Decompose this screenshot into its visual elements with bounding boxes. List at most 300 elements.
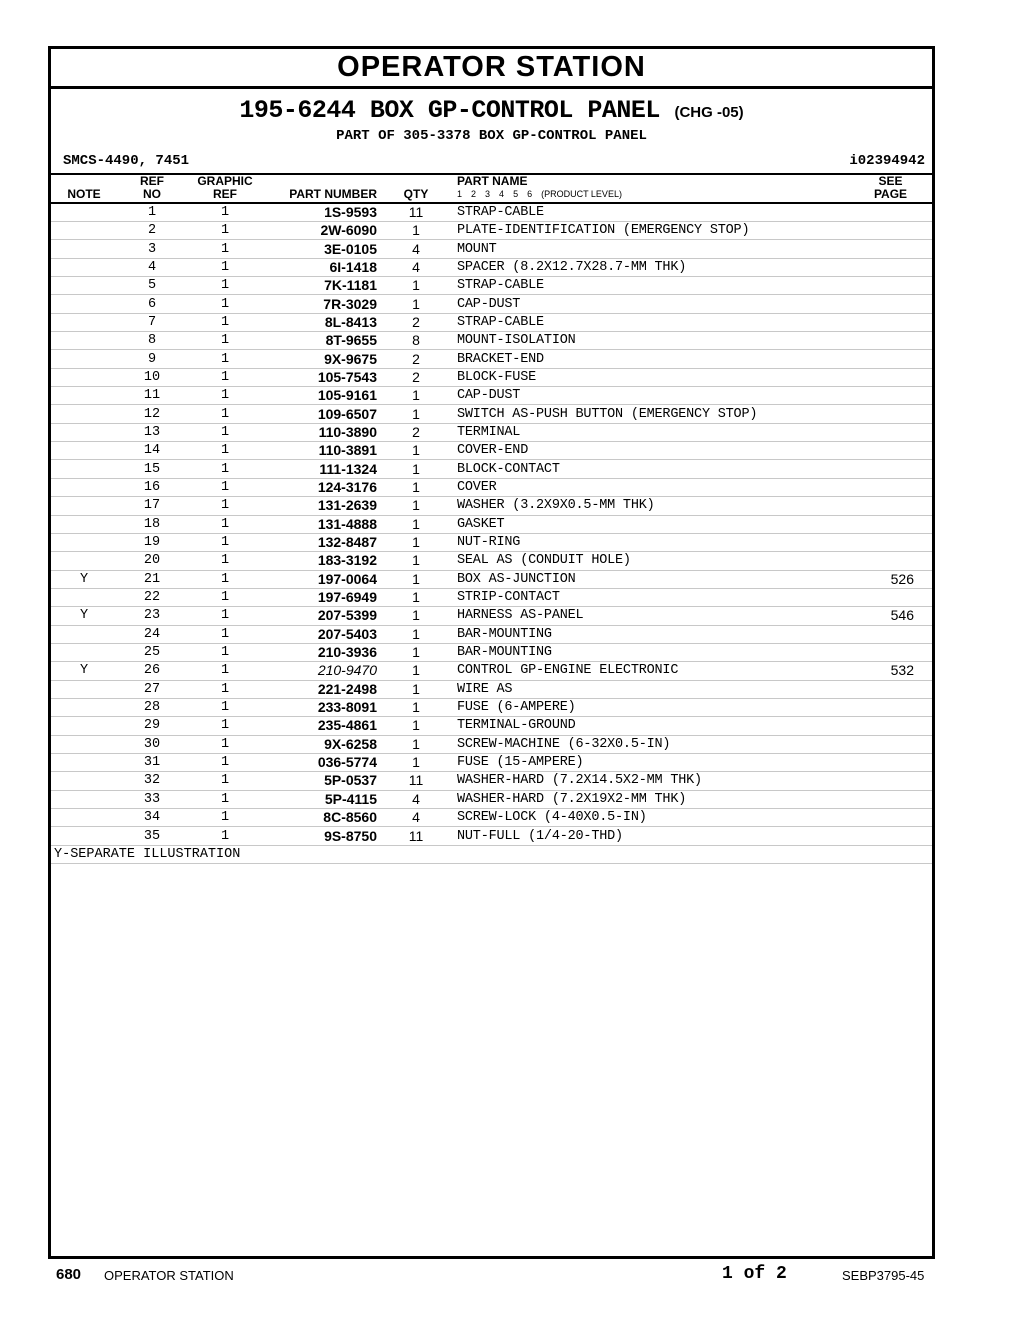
ref-number-cell: 30 <box>117 735 187 753</box>
illustration-id: i02394942 <box>849 153 925 169</box>
part-number-cell: 110-3891 <box>263 442 381 460</box>
section-title: OPERATOR STATION <box>51 49 932 89</box>
quantity-cell: 4 <box>381 258 451 276</box>
table-row <box>51 387 932 405</box>
graphic-ref-cell: 1 <box>187 222 263 240</box>
ref-number-cell: 26 <box>117 662 187 680</box>
quantity-cell: 4 <box>381 240 451 258</box>
header-graphic-bottom: REF <box>187 188 263 203</box>
graphic-ref-cell: 1 <box>187 313 263 331</box>
level-2: 2 <box>471 189 477 199</box>
header-see-bottom: PAGE <box>849 188 932 203</box>
part-name-cell: WASHER-HARD (7.2X14.5X2-MM THK) <box>451 772 849 790</box>
part-number-cell: 131-2639 <box>263 497 381 515</box>
graphic-ref-cell: 1 <box>187 662 263 680</box>
see-page-cell <box>849 258 932 276</box>
note-cell <box>51 515 117 533</box>
quantity-cell: 1 <box>381 570 451 588</box>
part-number-cell: 5P-4115 <box>263 790 381 808</box>
part-name-cell: STRAP-CABLE <box>451 313 849 331</box>
graphic-ref-cell: 1 <box>187 570 263 588</box>
see-page-cell <box>849 423 932 441</box>
ref-number-cell: 14 <box>117 442 187 460</box>
part-name-cell: MOUNT-ISOLATION <box>451 332 849 350</box>
table-row <box>51 533 932 551</box>
part-name-cell: SPACER (8.2X12.7X28.7-MM THK) <box>451 258 849 276</box>
part-number-cell: 111-1324 <box>263 460 381 478</box>
note-cell <box>51 258 117 276</box>
page-footer <box>0 1264 1020 1286</box>
ref-number-cell: 1 <box>117 203 187 222</box>
quantity-cell: 1 <box>381 478 451 496</box>
ref-number-cell: 19 <box>117 533 187 551</box>
quantity-cell: 2 <box>381 368 451 386</box>
part-number-cell: 9S-8750 <box>263 827 381 845</box>
graphic-ref-cell: 1 <box>187 643 263 661</box>
see-page-cell <box>849 552 932 570</box>
note-cell <box>51 717 117 735</box>
see-page-cell <box>849 809 932 827</box>
table-row <box>51 662 932 680</box>
page-number: 680 <box>56 1266 82 1283</box>
part-number-cell: 2W-6090 <box>263 222 381 240</box>
table-row <box>51 772 932 790</box>
level-5: 5 <box>513 189 519 199</box>
note-cell <box>51 698 117 716</box>
see-page-cell <box>849 295 932 313</box>
quantity-cell: 4 <box>381 809 451 827</box>
see-page-cell <box>849 222 932 240</box>
quantity-cell: 1 <box>381 607 451 625</box>
note-cell <box>51 405 117 423</box>
table-row <box>51 643 932 661</box>
graphic-ref-cell: 1 <box>187 588 263 606</box>
footnote: Y-SEPARATE ILLUSTRATION <box>51 845 932 863</box>
see-page-cell <box>849 717 932 735</box>
table-row <box>51 423 932 441</box>
part-name-cell: BAR-MOUNTING <box>451 643 849 661</box>
header-graphic-top: GRAPHIC <box>187 174 263 188</box>
part-name-cell: CAP-DUST <box>451 295 849 313</box>
note-cell <box>51 753 117 771</box>
change-level: (CHG -05) <box>674 104 744 121</box>
see-page-cell: 526 <box>849 570 932 588</box>
part-name-cell: COVER-END <box>451 442 849 460</box>
note-cell <box>51 735 117 753</box>
see-page-cell <box>849 405 932 423</box>
part-name-cell: WASHER (3.2X9X0.5-MM THK) <box>451 497 849 515</box>
graphic-ref-cell: 1 <box>187 240 263 258</box>
graphic-ref-cell: 1 <box>187 607 263 625</box>
graphic-ref-cell: 1 <box>187 295 263 313</box>
graphic-ref-cell: 1 <box>187 405 263 423</box>
page-frame <box>48 46 935 1259</box>
graphic-ref-cell: 1 <box>187 478 263 496</box>
part-number-cell: 124-3176 <box>263 478 381 496</box>
note-cell <box>51 222 117 240</box>
part-name-cell: CONTROL GP-ENGINE ELECTRONIC <box>451 662 849 680</box>
see-page-cell: 546 <box>849 607 932 625</box>
table-row <box>51 313 932 331</box>
table-row <box>51 460 932 478</box>
ref-number-cell: 11 <box>117 387 187 405</box>
quantity-cell: 1 <box>381 460 451 478</box>
ref-number-cell: 27 <box>117 680 187 698</box>
note-cell <box>51 460 117 478</box>
see-page-cell <box>849 332 932 350</box>
see-page-cell <box>849 203 932 222</box>
part-name-cell: STRIP-CONTACT <box>451 588 849 606</box>
ref-number-cell: 9 <box>117 350 187 368</box>
see-page-cell <box>849 827 932 845</box>
see-page-cell <box>849 497 932 515</box>
see-page-cell <box>849 387 932 405</box>
level-caption: (PRODUCT LEVEL) <box>541 189 622 199</box>
graphic-ref-cell: 1 <box>187 423 263 441</box>
table-row <box>51 478 932 496</box>
part-number-cell: 210-3936 <box>263 643 381 661</box>
quantity-cell: 1 <box>381 405 451 423</box>
ref-number-cell: 28 <box>117 698 187 716</box>
part-name-cell: NUT-RING <box>451 533 849 551</box>
group-part-number: 195-6244 <box>239 96 356 125</box>
part-name-cell: BLOCK-CONTACT <box>451 460 849 478</box>
sheet-count: 1 of 2 <box>722 1264 787 1284</box>
part-number-cell: 7R-3029 <box>263 295 381 313</box>
part-number-cell: 109-6507 <box>263 405 381 423</box>
note-cell: Y <box>51 662 117 680</box>
note-cell <box>51 680 117 698</box>
part-name-cell: WIRE AS <box>451 680 849 698</box>
note-cell <box>51 295 117 313</box>
ref-number-cell: 21 <box>117 570 187 588</box>
part-number-cell: 036-5774 <box>263 753 381 771</box>
see-page-cell <box>849 277 932 295</box>
part-name-cell: TERMINAL-GROUND <box>451 717 849 735</box>
header-ref-top: REF <box>117 174 187 188</box>
table-row <box>51 625 932 643</box>
see-page-cell <box>849 588 932 606</box>
table-row <box>51 277 932 295</box>
see-page-cell <box>849 643 932 661</box>
ref-number-cell: 10 <box>117 368 187 386</box>
quantity-cell: 1 <box>381 552 451 570</box>
ref-number-cell: 7 <box>117 313 187 331</box>
graphic-ref-cell: 1 <box>187 735 263 753</box>
quantity-cell: 1 <box>381 497 451 515</box>
see-page-cell <box>849 368 932 386</box>
note-cell <box>51 478 117 496</box>
part-number-cell: 7K-1181 <box>263 277 381 295</box>
note-cell <box>51 350 117 368</box>
table-row <box>51 552 932 570</box>
note-cell <box>51 497 117 515</box>
see-page-cell <box>849 478 932 496</box>
see-page-cell <box>849 515 932 533</box>
table-row <box>51 258 932 276</box>
part-number-cell: 221-2498 <box>263 680 381 698</box>
table-row <box>51 368 932 386</box>
quantity-cell: 1 <box>381 643 451 661</box>
part-number-cell: 8L-8413 <box>263 313 381 331</box>
part-name-cell: STRAP-CABLE <box>451 203 849 222</box>
quantity-cell: 1 <box>381 387 451 405</box>
see-page-cell <box>849 625 932 643</box>
table-row <box>51 405 932 423</box>
part-name-cell: SCREW-MACHINE (6-32X0.5-IN) <box>451 735 849 753</box>
quantity-cell: 4 <box>381 790 451 808</box>
part-number-cell: 3E-0105 <box>263 240 381 258</box>
part-name-cell: BLOCK-FUSE <box>451 368 849 386</box>
graphic-ref-cell: 1 <box>187 442 263 460</box>
note-cell <box>51 423 117 441</box>
see-page-cell <box>849 772 932 790</box>
note-cell <box>51 442 117 460</box>
see-page-cell <box>849 680 932 698</box>
see-page-cell <box>849 698 932 716</box>
quantity-cell: 1 <box>381 625 451 643</box>
note-cell <box>51 203 117 222</box>
table-row <box>51 809 932 827</box>
graphic-ref-cell: 1 <box>187 497 263 515</box>
part-name-cell: SEAL AS (CONDUIT HOLE) <box>451 552 849 570</box>
quantity-cell: 1 <box>381 588 451 606</box>
part-name-cell: CAP-DUST <box>451 387 849 405</box>
part-name-cell: FUSE (15-AMPERE) <box>451 753 849 771</box>
part-name-cell: HARNESS AS-PANEL <box>451 607 849 625</box>
note-cell <box>51 809 117 827</box>
part-name-cell: MOUNT <box>451 240 849 258</box>
see-page-cell <box>849 442 932 460</box>
quantity-cell: 11 <box>381 772 451 790</box>
quantity-cell: 1 <box>381 680 451 698</box>
header-part-number: PART NUMBER <box>263 188 381 203</box>
part-name-cell: GASKET <box>451 515 849 533</box>
graphic-ref-cell: 1 <box>187 790 263 808</box>
see-page-cell <box>849 350 932 368</box>
parts-rows <box>51 203 932 845</box>
note-cell <box>51 790 117 808</box>
meta-line <box>51 151 932 173</box>
level-1: 1 <box>457 189 463 199</box>
part-name-cell: BRACKET-END <box>451 350 849 368</box>
see-page-cell <box>849 790 932 808</box>
ref-number-cell: 31 <box>117 753 187 771</box>
table-row <box>51 295 932 313</box>
note-cell <box>51 772 117 790</box>
quantity-cell: 1 <box>381 735 451 753</box>
part-of-line: PART OF 305-3378 BOX GP-CONTROL PANEL <box>336 128 647 144</box>
graphic-ref-cell: 1 <box>187 680 263 698</box>
quantity-cell: 1 <box>381 753 451 771</box>
graphic-ref-cell: 1 <box>187 332 263 350</box>
table-row <box>51 350 932 368</box>
part-number-cell: 9X-6258 <box>263 735 381 753</box>
part-number-cell: 207-5399 <box>263 607 381 625</box>
ref-number-cell: 29 <box>117 717 187 735</box>
graphic-ref-cell: 1 <box>187 460 263 478</box>
part-name-cell: TERMINAL <box>451 423 849 441</box>
graphic-ref-cell: 1 <box>187 350 263 368</box>
table-row <box>51 717 932 735</box>
quantity-cell: 11 <box>381 203 451 222</box>
graphic-ref-cell: 1 <box>187 277 263 295</box>
quantity-cell: 2 <box>381 350 451 368</box>
table-row <box>51 332 932 350</box>
parts-table <box>51 173 932 864</box>
table-row <box>51 515 932 533</box>
graphic-ref-cell: 1 <box>187 753 263 771</box>
table-row <box>51 570 932 588</box>
part-name-cell: SCREW-LOCK (4-40X0.5-IN) <box>451 809 849 827</box>
part-number-cell: 6I-1418 <box>263 258 381 276</box>
part-number-cell: 210-9470 <box>263 662 381 680</box>
see-page-cell <box>849 460 932 478</box>
note-cell <box>51 313 117 331</box>
part-name-cell: PLATE-IDENTIFICATION (EMERGENCY STOP) <box>451 222 849 240</box>
ref-number-cell: 16 <box>117 478 187 496</box>
note-cell <box>51 827 117 845</box>
graphic-ref-cell: 1 <box>187 717 263 735</box>
part-number-cell: 8C-8560 <box>263 809 381 827</box>
see-page-cell <box>849 240 932 258</box>
part-number-cell: 1S-9593 <box>263 203 381 222</box>
quantity-cell: 2 <box>381 313 451 331</box>
ref-number-cell: 20 <box>117 552 187 570</box>
quantity-cell: 1 <box>381 533 451 551</box>
quantity-cell: 1 <box>381 442 451 460</box>
table-row <box>51 240 932 258</box>
note-cell <box>51 332 117 350</box>
graphic-ref-cell: 1 <box>187 203 263 222</box>
table-row <box>51 203 932 222</box>
part-number-cell: 235-4861 <box>263 717 381 735</box>
group-name: BOX GP-CONTROL PANEL <box>369 96 660 125</box>
part-number-cell: 8T-9655 <box>263 332 381 350</box>
header-ref-bottom: NO <box>117 188 187 203</box>
ref-number-cell: 5 <box>117 277 187 295</box>
part-number-cell: 9X-9675 <box>263 350 381 368</box>
note-cell <box>51 533 117 551</box>
table-row <box>51 442 932 460</box>
part-name-cell: FUSE (6-AMPERE) <box>451 698 849 716</box>
part-name-cell: STRAP-CABLE <box>451 277 849 295</box>
part-number-cell: 110-3890 <box>263 423 381 441</box>
note-cell <box>51 277 117 295</box>
graphic-ref-cell: 1 <box>187 515 263 533</box>
graphic-ref-cell: 1 <box>187 698 263 716</box>
ref-number-cell: 2 <box>117 222 187 240</box>
ref-number-cell: 6 <box>117 295 187 313</box>
table-row <box>51 497 932 515</box>
quantity-cell: 1 <box>381 277 451 295</box>
part-number-cell: 105-9161 <box>263 387 381 405</box>
ref-number-cell: 18 <box>117 515 187 533</box>
footer-section: OPERATOR STATION <box>104 1268 234 1283</box>
note-cell <box>51 368 117 386</box>
part-number-cell: 207-5403 <box>263 625 381 643</box>
table-row <box>51 698 932 716</box>
quantity-cell: 8 <box>381 332 451 350</box>
part-number-cell: 183-3192 <box>263 552 381 570</box>
note-cell <box>51 643 117 661</box>
ref-number-cell: 23 <box>117 607 187 625</box>
level-3: 3 <box>485 189 491 199</box>
graphic-ref-cell: 1 <box>187 625 263 643</box>
ref-number-cell: 3 <box>117 240 187 258</box>
table-row <box>51 222 932 240</box>
table-row <box>51 735 932 753</box>
note-cell <box>51 625 117 643</box>
graphic-ref-cell: 1 <box>187 387 263 405</box>
smcs-codes: SMCS-4490, 7451 <box>63 153 190 169</box>
graphic-ref-cell: 1 <box>187 552 263 570</box>
see-page-cell <box>849 753 932 771</box>
part-name-cell: NUT-FULL (1/4-20-THD) <box>451 827 849 845</box>
note-cell <box>51 240 117 258</box>
table-row <box>51 588 932 606</box>
graphic-ref-cell: 1 <box>187 258 263 276</box>
ref-number-cell: 4 <box>117 258 187 276</box>
quantity-cell: 11 <box>381 827 451 845</box>
see-page-cell: 532 <box>849 662 932 680</box>
quantity-cell: 1 <box>381 515 451 533</box>
quantity-cell: 1 <box>381 222 451 240</box>
quantity-cell: 1 <box>381 717 451 735</box>
level-4: 4 <box>499 189 505 199</box>
table-row <box>51 607 932 625</box>
ref-number-cell: 32 <box>117 772 187 790</box>
ref-number-cell: 22 <box>117 588 187 606</box>
group-heading <box>51 97 932 127</box>
part-number-cell: 233-8091 <box>263 698 381 716</box>
quantity-cell: 1 <box>381 698 451 716</box>
table-row <box>51 827 932 845</box>
part-name-cell: BOX AS-JUNCTION <box>451 570 849 588</box>
graphic-ref-cell: 1 <box>187 368 263 386</box>
part-number-cell: 105-7543 <box>263 368 381 386</box>
ref-number-cell: 8 <box>117 332 187 350</box>
part-number-cell: 5P-0537 <box>263 772 381 790</box>
part-name-cell: COVER <box>451 478 849 496</box>
table-row <box>51 680 932 698</box>
graphic-ref-cell: 1 <box>187 809 263 827</box>
see-page-cell <box>849 313 932 331</box>
ref-number-cell: 17 <box>117 497 187 515</box>
table-row <box>51 790 932 808</box>
graphic-ref-cell: 1 <box>187 827 263 845</box>
part-number-cell: 131-4888 <box>263 515 381 533</box>
see-page-cell <box>849 735 932 753</box>
ref-number-cell: 12 <box>117 405 187 423</box>
quantity-cell: 1 <box>381 662 451 680</box>
part-name-cell: WASHER-HARD (7.2X19X2-MM THK) <box>451 790 849 808</box>
ref-number-cell: 25 <box>117 643 187 661</box>
header-note: NOTE <box>51 188 117 203</box>
note-cell: Y <box>51 607 117 625</box>
part-name-cell: BAR-MOUNTING <box>451 625 849 643</box>
ref-number-cell: 35 <box>117 827 187 845</box>
table-row <box>51 753 932 771</box>
note-cell <box>51 588 117 606</box>
header-part-name: PART NAME <box>451 174 849 188</box>
header-product-levels <box>451 188 849 203</box>
graphic-ref-cell: 1 <box>187 772 263 790</box>
ref-number-cell: 24 <box>117 625 187 643</box>
ref-number-cell: 33 <box>117 790 187 808</box>
part-number-cell: 197-0064 <box>263 570 381 588</box>
header-qty: QTY <box>381 188 451 203</box>
